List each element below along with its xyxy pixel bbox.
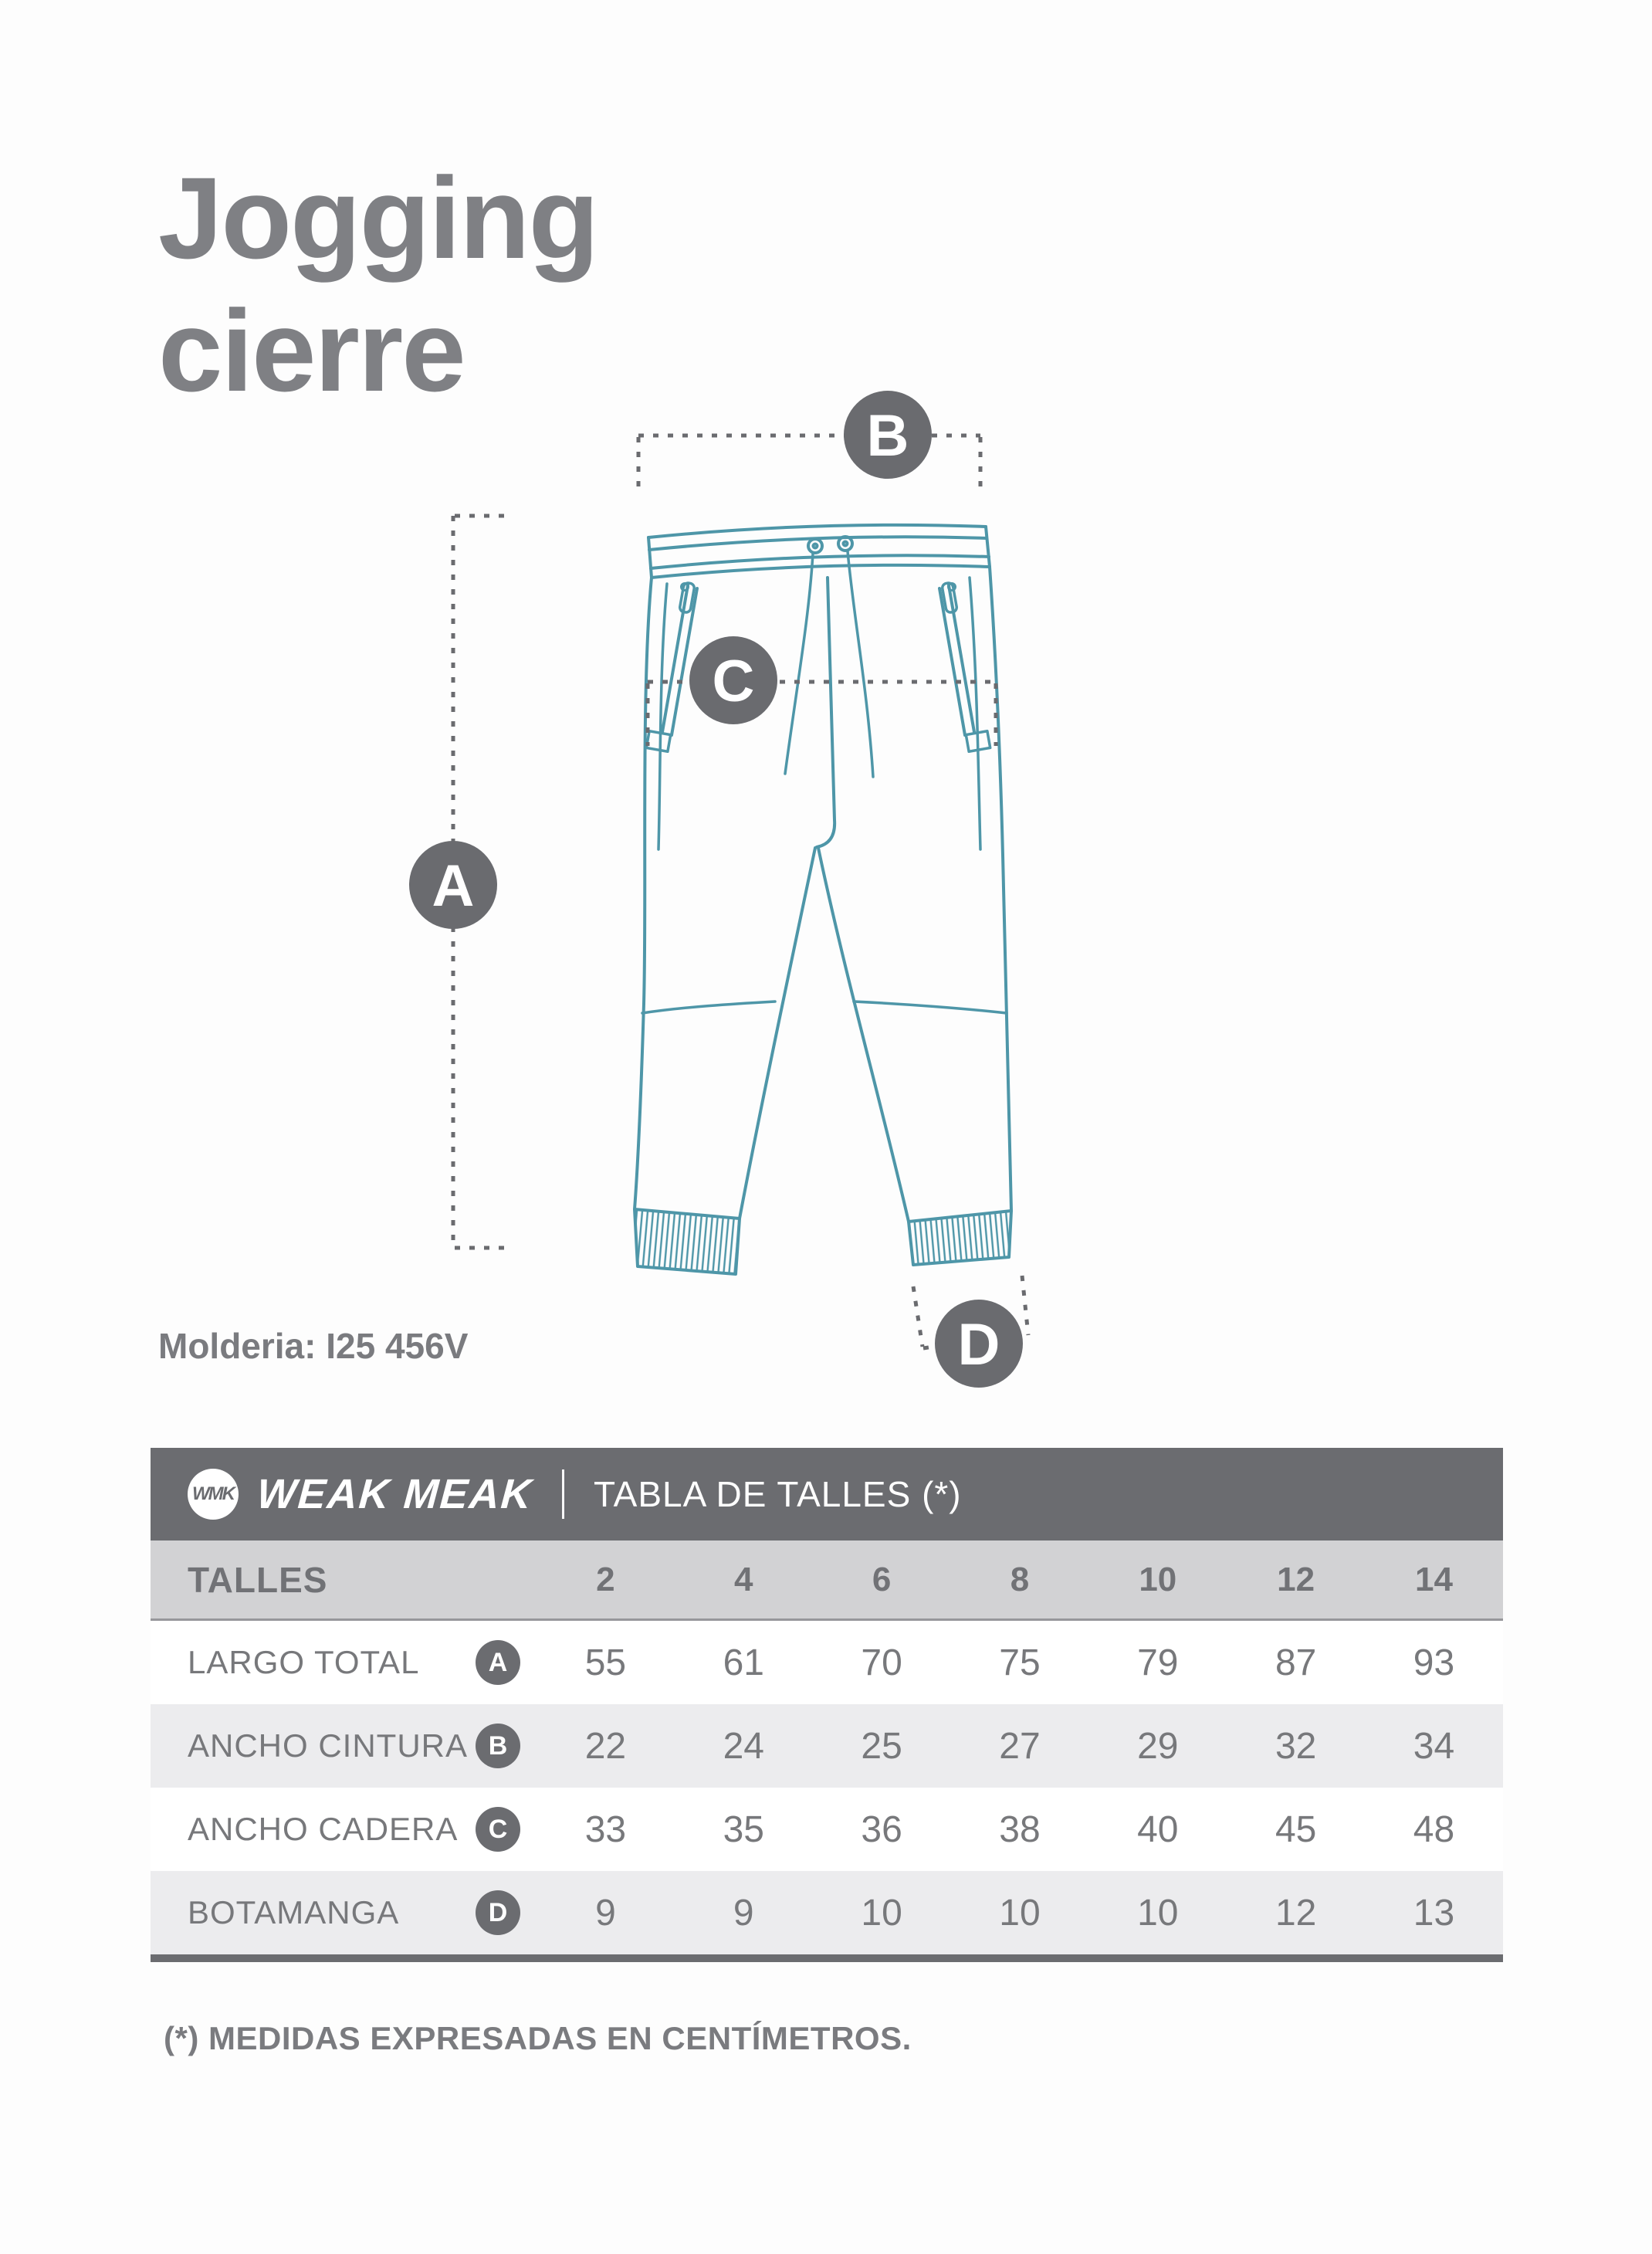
cell-value: 61 [723,1642,764,1683]
cell-value: 33 [584,1808,627,1850]
cell-value: 48 [1413,1808,1455,1850]
cell-value: 55 [584,1642,627,1683]
row-label: BOTAMANGA [188,1894,400,1930]
brand-name: WEAK MEAK [255,1471,535,1517]
molderia-label: Molderia: I25 456V [158,1326,469,1366]
size-col-header: 8 [1010,1560,1030,1598]
row-letter [459,1724,537,1768]
row-label: ANCHO CADERA [188,1811,459,1847]
size-col-header: 2 [596,1560,615,1598]
table-row-ancho-cintura [151,1704,1503,1788]
cell-value: 40 [1137,1808,1179,1850]
cell-value: 29 [1137,1725,1179,1767]
table-header-bar [151,1448,1503,1541]
table-bottom-border [151,1954,1503,1962]
pants-outline [635,525,1011,1222]
cell-value: 75 [999,1642,1041,1683]
size-col-header: 14 [1415,1560,1453,1598]
cell-value: 32 [1275,1725,1317,1767]
row-label: ANCHO CINTURA [188,1727,469,1764]
row-letter [459,1640,537,1685]
cell-value: 93 [1413,1642,1455,1683]
letter-badge-c: C [476,1807,520,1852]
cell-value: 10 [1137,1892,1179,1934]
brand-logo-icon: WMK [188,1469,239,1520]
pants-cuffs [635,1209,1011,1274]
size-col-header: 6 [872,1560,892,1598]
cell-value: 79 [1137,1642,1179,1683]
cell-value: 24 [723,1725,764,1767]
cell-value: 25 [861,1725,902,1767]
table-row-largo-total [151,1621,1503,1704]
cell-value: 34 [1413,1725,1455,1767]
cell-value: 45 [1275,1808,1317,1850]
marker-b-letter: B [866,403,909,469]
page-title-line1: Jogging [158,153,598,283]
row-label: LARGO TOTAL [188,1644,420,1680]
cell-value: 38 [999,1808,1041,1850]
marker-c-letter: C [712,649,755,714]
letter-badge-d: D [476,1890,520,1935]
units-footnote: (*) MEDIDAS EXPRESADAS EN CENTÍMETROS. [164,2020,912,2056]
sizes-header-row [151,1541,1503,1621]
table-title: TABLA DE TALLES (*) [593,1474,962,1514]
cell-value: 13 [1413,1892,1455,1934]
marker-D [935,1300,1023,1388]
row-letter [459,1890,537,1935]
cell-value: 22 [584,1725,627,1767]
cell-value: 10 [999,1892,1041,1934]
cell-value: 35 [723,1808,764,1850]
cell-value: 9 [595,1892,616,1934]
table-row-botamanga [151,1871,1503,1954]
marker-A [409,841,497,929]
cell-value: 12 [1275,1892,1317,1934]
cell-value: 36 [861,1808,902,1850]
cell-value: 9 [733,1892,754,1934]
marker-C [689,636,777,724]
row-letter [459,1807,537,1852]
cell-value: 10 [861,1892,902,1934]
marker-a-letter: A [432,853,475,919]
letter-badge-b: B [476,1724,520,1768]
size-col-header: 10 [1139,1560,1177,1598]
letter-badge-a: A [476,1640,520,1685]
cell-value: 87 [1275,1642,1317,1683]
marker-d-letter: D [957,1312,1000,1378]
marker-B [844,391,932,479]
header-divider [562,1469,564,1519]
size-col-header: 4 [734,1560,753,1598]
cell-value: 27 [999,1725,1041,1767]
sizes-header-label: TALLES [188,1559,328,1600]
size-col-header: 12 [1277,1560,1315,1598]
page-title-line2: cierre [158,286,465,415]
cell-value: 70 [861,1642,902,1683]
table-row-ancho-cadera [151,1788,1503,1871]
size-table [151,1448,1503,1962]
